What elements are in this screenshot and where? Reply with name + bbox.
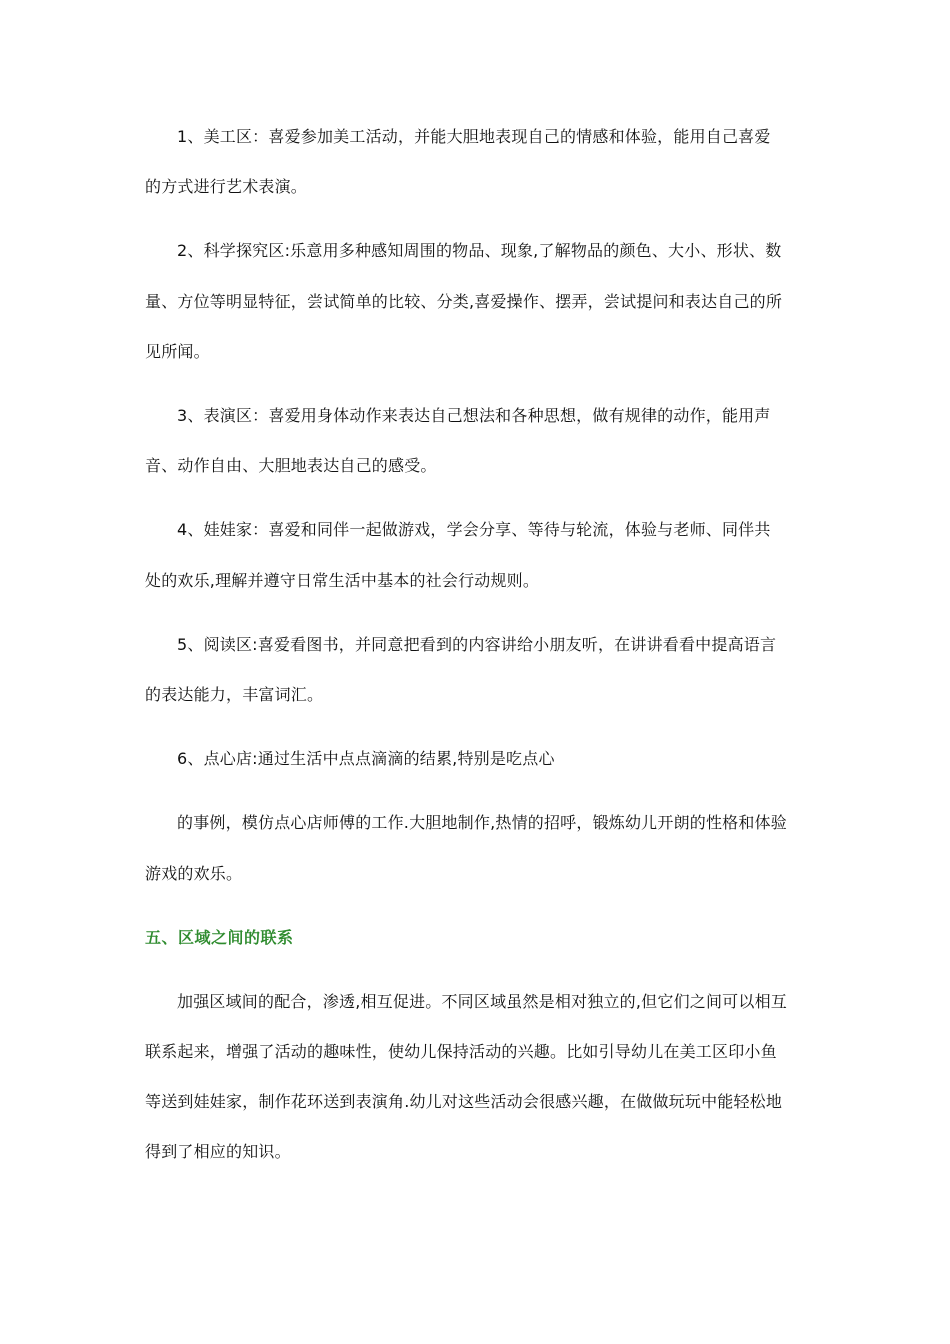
section-paragraph-line-1: 加强区域间的配合，渗透,相互促进。不同区域虽然是相对独立的,但它们之间可以相互 [177, 992, 787, 1011]
item-2-line-2: 量、方位等明显特征，尝试简单的比较、分类,喜爱操作、摆弄，尝试提问和表达自己的所 [145, 292, 783, 311]
item-4-line-2: 处的欢乐,理解并遵守日常生活中基本的社会行动规则。 [145, 571, 540, 590]
item-2-line-1: 2、科学探究区:乐意用多种感知周围的物品、现象,了解物品的颜色、大小、形状、数 [177, 241, 782, 260]
section-paragraph-line-2: 联系起来，增强了活动的趣味性，使幼儿保持活动的兴趣。比如引导幼儿在美工区印小鱼 [145, 1042, 777, 1061]
item-2-line-3: 见所闻。 [145, 342, 210, 361]
item-3-line-1: 3、表演区：喜爱用身体动作来表达自己想法和各种思想，做有规律的动作，能用声 [177, 406, 771, 425]
item-3-line-2: 音、动作自由、大胆地表达自己的感受。 [145, 456, 437, 475]
item-6-cont-line-2: 游戏的欢乐。 [145, 864, 243, 883]
section-paragraph-line-4: 得到了相应的知识。 [145, 1142, 291, 1161]
item-1-line-1: 1、美工区：喜爱参加美工活动，并能大胆地表现自己的情感和体验，能用自己喜爱 [177, 127, 771, 146]
section-heading: 五、区域之间的联系 [145, 928, 294, 947]
item-4-line-1: 4、娃娃家：喜爱和同伴一起做游戏，学会分享、等待与轮流，体验与老师、同伴共 [177, 520, 771, 539]
item-1-line-2: 的方式进行艺术表演。 [145, 177, 308, 196]
item-6-line-1: 6、点心店:通过生活中点点滴滴的结累,特别是吃点心 [177, 749, 555, 768]
item-5-line-1: 5、阅读区:喜爱看图书，并同意把看到的内容讲给小朋友听，在讲讲看看中提高语言 [177, 635, 777, 654]
item-6-cont-line-1: 的事例，模仿点心店师傅的工作.大胆地制作,热情的招呼，锻炼幼儿开朗的性格和体验 [177, 813, 787, 832]
section-paragraph-line-3: 等送到娃娃家，制作花环送到表演角.幼儿对这些活动会很感兴趣，在做做玩玩中能轻松地 [145, 1092, 783, 1111]
item-5-line-2: 的表达能力，丰富词汇。 [145, 685, 324, 704]
